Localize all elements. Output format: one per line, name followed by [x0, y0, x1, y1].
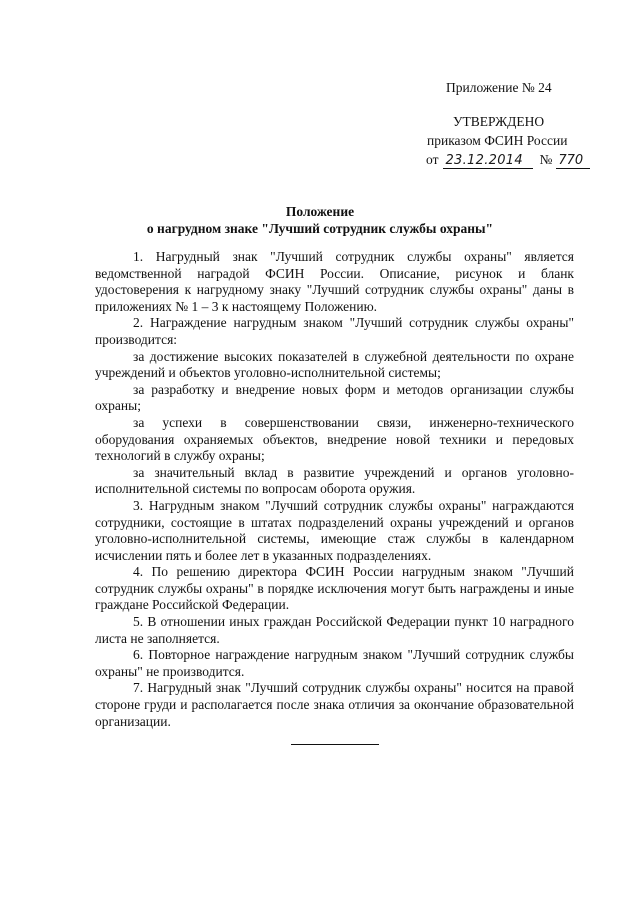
document-body [95, 249, 574, 730]
order-date-line [426, 150, 590, 169]
paragraph-2-item-1: за достижение высоких показателей в служебной деятельности по охране учреждений и объектов уголовно-исполнительной системы; [95, 348, 574, 381]
paragraph-2-item-3: за успехи в совершенствовании связи, инженерно-технического оборудования охраняемых объектов, внедрение новой техники и передовых технологий в службу охраны; [95, 414, 574, 464]
paragraph-2: 2. Награждение нагрудным знаком "Лучший сотрудник службы охраны" производится: [95, 315, 574, 347]
number-label: № [539, 152, 553, 167]
paragraph-4: 4. По решению директора ФСИН России нагрудным знаком "Лучший сотрудник службы охраны" в порядке исключения могут быть награждены и иные граждане Российской Федерации. [95, 564, 574, 613]
paragraph-6: 6. Повторное награждение нагрудным знаком "Лучший сотрудник службы охраны" не производится. [95, 647, 574, 679]
paragraph-7: 7. Нагрудный знак "Лучший сотрудник службы охраны" носится на правой стороне груди и располагается после знака отличия за окончание образовательной организации. [95, 680, 574, 729]
title-line-1: Положение [285, 204, 355, 219]
paragraph-1: 1. Нагрудный знак "Лучший сотрудник службы охраны" является ведомственной наградой ФСИН России. Описание, рисунок и бланк удостоверения к нагрудному знаку "Лучший сотрудник службы охраны" даны в приложениях № 1 – 3 к настоящему Положению. [95, 249, 574, 314]
closing-rule [291, 744, 379, 745]
order-reference: приказом ФСИН России [427, 133, 568, 148]
appendix-number: Приложение № 24 [446, 80, 552, 95]
paragraph-2-item-4: за значительный вклад в развитие учреждений и органов уголовно-исполнительной системы по вопросам оборота оружия. [95, 464, 574, 497]
date-prefix: от [426, 152, 439, 167]
handwritten-date: 23.12.2014 [443, 153, 533, 169]
approved-stamp: УТВЕРЖДЕНО [453, 114, 545, 129]
title-line-2: о нагрудном знаке "Лучший сотрудник службы охраны" [146, 221, 494, 236]
paragraph-5: 5. В отношении иных граждан Российской Федерации пункт 10 наградного листа не заполняется. [95, 614, 574, 646]
handwritten-order-number: 770 [556, 153, 590, 169]
document-title [95, 203, 545, 237]
paragraph-2-item-2: за разработку и внедрение новых форм и методов организации службы охраны; [95, 381, 574, 414]
paragraph-3: 3. Нагрудным знаком "Лучший сотрудник службы охраны" награждаются сотрудники, состоящие в штатах подразделений охраны учреждений и органов уголовно-исполнительной системы, имеющие стаж службы в календарном исчислении пять и более лет в указанных подразделениях. [95, 497, 574, 563]
